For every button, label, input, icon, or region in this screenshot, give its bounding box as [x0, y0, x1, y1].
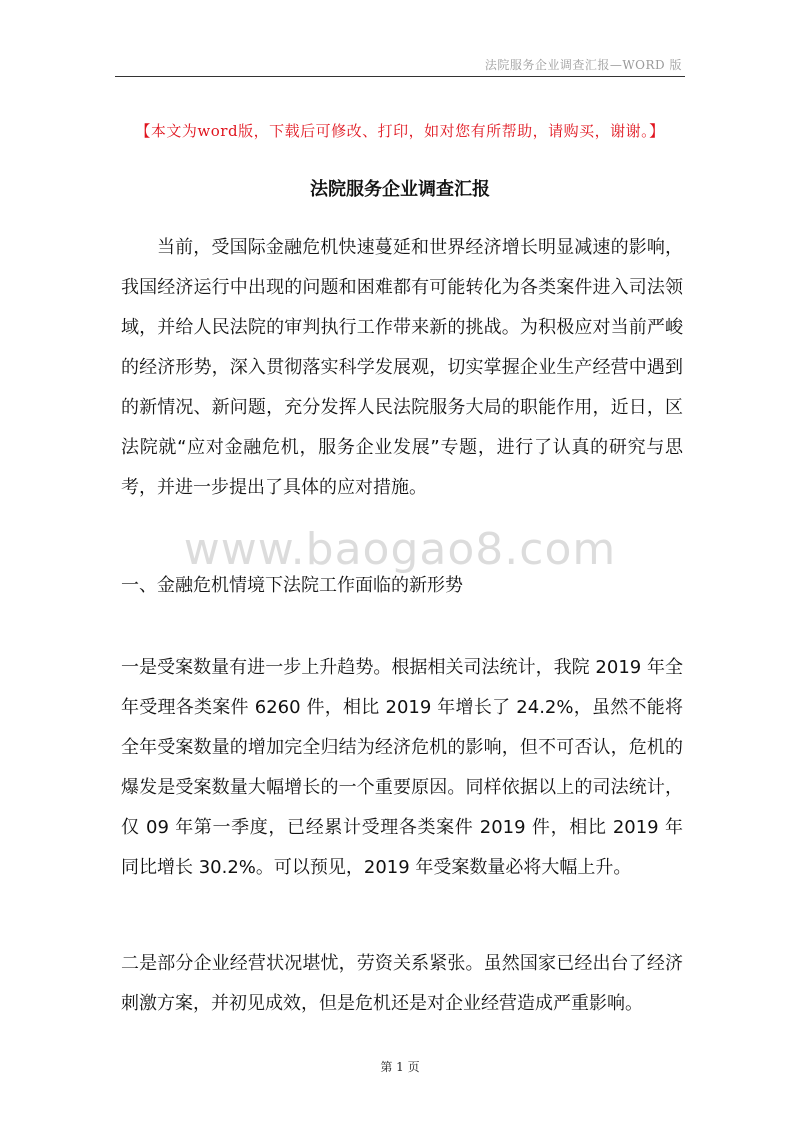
- document-title: 法院服务企业调查汇报: [310, 179, 490, 200]
- download-notice: 【本文为word版，下载后可修改、打印，如对您有所帮助，请购买，谢谢。】: [135, 122, 665, 140]
- paragraph-two: 二是部分企业经营状况堪忧，劳资关系紧张。虽然国家已经出台了经济刺激方案，并初见成效，但是危机还是对企业经营造成严重影响。: [121, 953, 683, 1014]
- running-header-title: 法院服务企业调查汇报—WORD 版: [484, 58, 682, 72]
- page-number: 第 1 页: [380, 1060, 420, 1074]
- watermark-text: www.baogao8.com: [183, 524, 617, 575]
- header-divider: [115, 76, 685, 77]
- intro-paragraph: 当前，受国际金融危机快速蔓延和世界经济增长明显减速的影响，我国经济运行中出现的问题和困难都有可能转化为各类案件进入司法领域，并给人民法院的审判执行工作带来新的挑战。为积极应对当前严峻的经济形势，深入贯彻落实科学发展观，切实掌握企业生产经营中遇到的新情况、新问题，充分发挥人民法院服务大局的职能作用，近日，区法院就“应对金融危机，服务企业发展”专题，进行了认真的研究与思考，并进一步提出了具体的应对措施。: [121, 237, 683, 498]
- paragraph-one: 一是受案数量有进一步上升趋势。根据相关司法统计，我院 2019 年全年受理各类案件 6260 件，相比 2019 年增长了 24.2%，虽然不能将全年受案数量的增加完全归结为经济危机的影响，但不可否认，危机的爆发是受案数量大幅增长的一个重要原因。同样依据以上的司法统计，仅 09 年第一季度，已经累计受理各类案件 2019 件，相比 2019 年同比增长 30.2%。可以预见，2019 年受案数量必将大幅上升。: [121, 657, 683, 878]
- section-heading: 一、金融危机情境下法院工作面临的新形势: [121, 575, 463, 596]
